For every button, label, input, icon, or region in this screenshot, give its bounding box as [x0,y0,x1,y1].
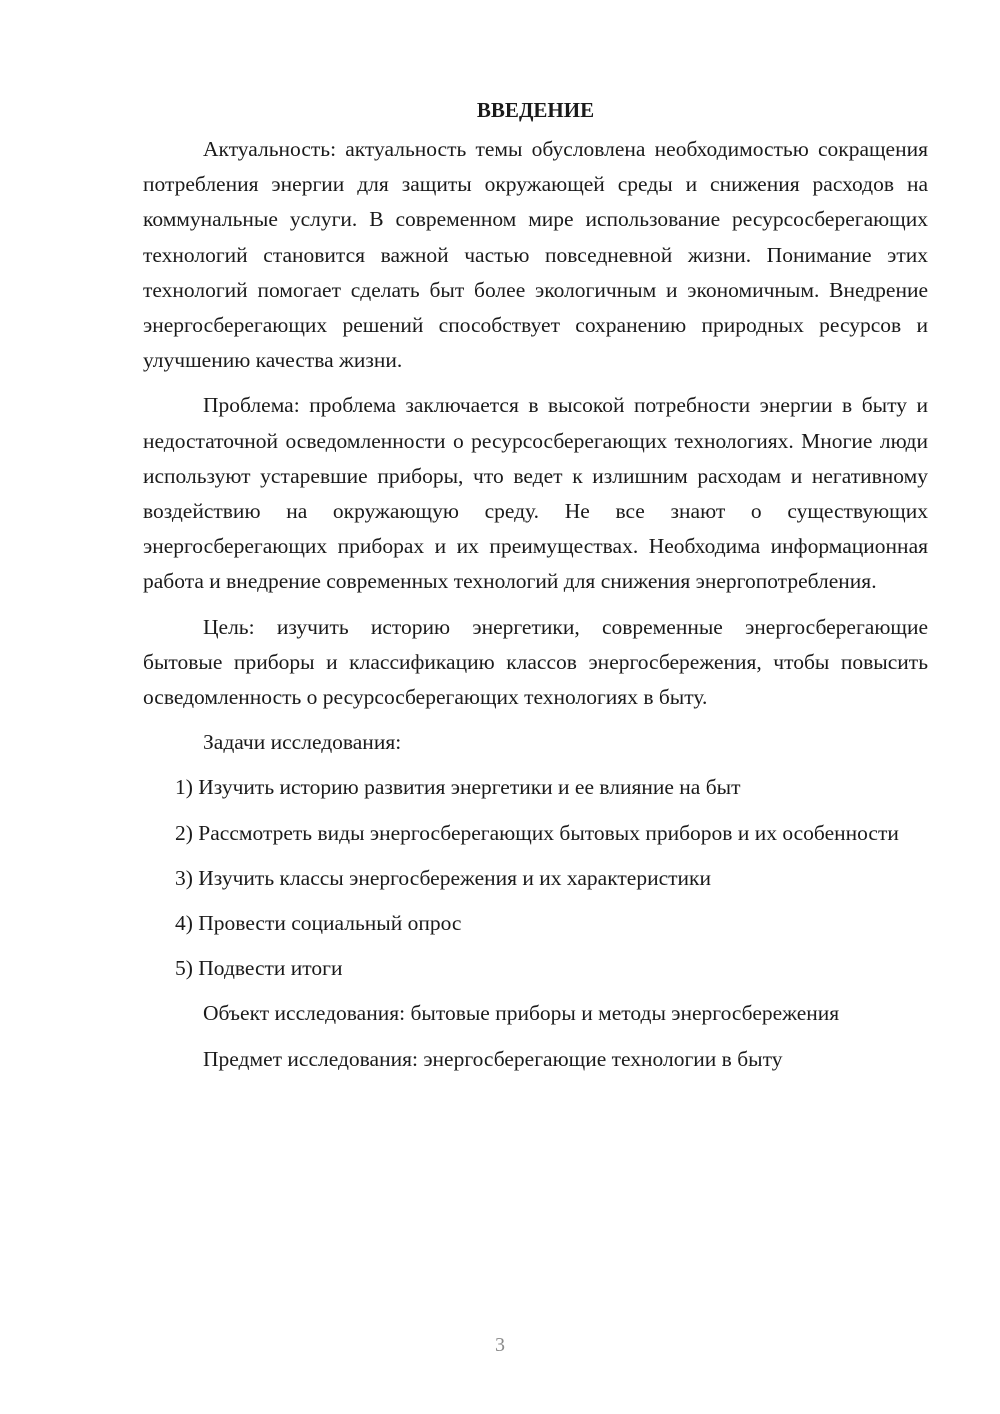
page-number: 3 [495,1334,505,1356]
tasks-list [143,770,928,986]
list-item: 2) Рассмотреть виды энергосберегающих бытовых приборов и их особенности [175,820,899,845]
object-paragraph: Объект исследования: бытовые приборы и методы энергосбережения [203,1001,840,1026]
list-item: 4) Провести социальный опрос [175,911,462,936]
subject-paragraph: Предмет исследования: энергосберегающие технологии в быту [203,1046,783,1071]
document-page [143,96,928,1087]
problem-paragraph: Проблема: проблема заключается в высокой потребности энергии в быту и недостаточной осведомленности о ресурсосберегающих технологиях. Многие люди используют устаревшие приборы, что ведет к излишним расходам и негативному воздействию на окружающую среду. Не все знают о существующих энергосберегающих приборах и их преимуществах. Необходима информационная работа и внедрение современных технологий для снижения энергопотребления. [143,393,928,594]
list-item: 1) Изучить историю развития энергетики и ее влияние на быт [175,775,741,800]
tasks-heading: Задачи исследования: [203,730,402,755]
list-item: 3) Изучить классы энергосбережения и их характеристики [175,865,711,890]
goal-paragraph: Цель: изучить историю энергетики, современные энергосберегающие бытовые приборы и классификацию классов энергосбережения, чтобы повысить осведомленность о ресурсосберегающих технологиях в быту. [143,614,928,710]
relevance-paragraph: Актуальность: актуальность темы обусловлена необходимостью сокращения потребления энергии для защиты окружающей среды и снижения расходов на коммунальные услуги. В современном мире использование ресурсосберегающих технологий становится важной частью повседневной жизни. Понимание этих технологий помогает сделать быт более экологичным и экономичным. Внедрение энергосберегающих решений способствует сохранению природных ресурсов и улучшению качества жизни. [143,137,928,373]
list-item: 5) Подвести итоги [175,956,343,981]
page-title: ВВЕДЕНИЕ [476,98,595,122]
